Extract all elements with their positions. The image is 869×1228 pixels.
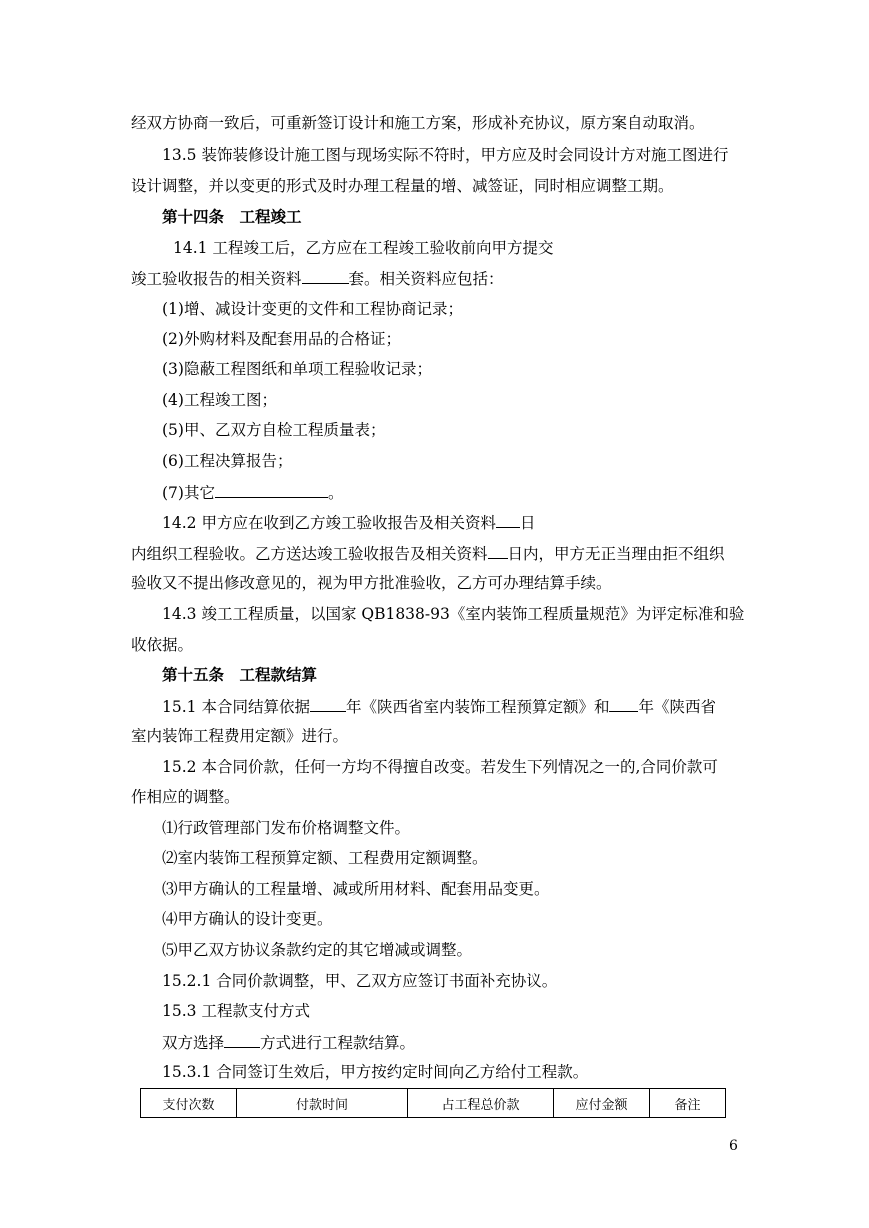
column-header: 占工程总价款 xyxy=(408,1089,554,1118)
column-header: 支付次数 xyxy=(141,1089,237,1118)
text-segment: 双方选择 xyxy=(162,1034,225,1052)
paragraph-line: 作相应的调整。 xyxy=(131,788,240,806)
fill-blank xyxy=(496,512,520,528)
text-segment: 日 xyxy=(519,514,536,532)
fill-blank xyxy=(609,696,638,712)
clause-14-1: 14.1 工程竣工后，乙方应在工程竣工验收前向甲方提交 xyxy=(173,239,554,257)
clause-15-3: 15.3 工程款支付方式 xyxy=(162,1002,310,1020)
clause-14-3: 14.3 竣工工程质量，以国家 QB1838-93《室内装饰工程质量规范》为评定标准和验 xyxy=(162,605,745,623)
list-item: ⑸甲乙双方协议条款约定的其它增减或调整。 xyxy=(162,941,473,959)
paragraph-line: 室内装饰工程费用定额》进行。 xyxy=(131,727,349,745)
paragraph-line: 验收又不提出修改意见的，视为甲方批准验收，乙方可办理结算手续。 xyxy=(131,574,612,592)
list-item: ⑶甲方确认的工程量增、减或所用材料、配套用品变更。 xyxy=(162,880,550,898)
list-item: (3)隐蔽工程图纸和单项工程验收记录； xyxy=(162,360,432,378)
article-15-heading: 第十五条 工程款结算 xyxy=(162,665,318,684)
list-item: (2)外购材料及配套用品的合格证； xyxy=(162,330,401,348)
clause-15-2: 15.2 本合同价款，任何一方均不得擅自改变。若发生下列情况之一的,合同价款可 xyxy=(162,758,718,776)
column-header: 应付金额 xyxy=(554,1089,650,1118)
fill-blank xyxy=(302,268,349,284)
text-segment: 年《陕西省室内装饰工程预算定额》和 xyxy=(345,698,610,716)
list-item: (1)增、减设计变更的文件和工程协商记录； xyxy=(162,300,463,318)
list-item xyxy=(162,482,343,503)
paragraph-line: 经双方协商一致后，可重新签订设计和施工方案，形成补充协议，原方案自动取消。 xyxy=(131,114,705,132)
list-item: (5)甲、乙双方自检工程质量表； xyxy=(162,421,386,439)
list-item: ⑷甲方确认的设计变更。 xyxy=(162,910,333,928)
text-segment: 内组织工程验收。乙方送达竣工验收报告及相关资料 xyxy=(131,545,488,563)
fill-blank xyxy=(224,1032,260,1048)
fill-blank xyxy=(215,482,328,498)
text-segment: 套。相关资料应包括： xyxy=(348,270,504,288)
payment-schedule-table xyxy=(140,1088,726,1118)
fill-blank xyxy=(310,696,346,712)
clause-15-1 xyxy=(162,696,716,717)
paragraph-line xyxy=(131,268,504,289)
paragraph-line: 收依据。 xyxy=(131,636,194,654)
column-header: 备注 xyxy=(650,1089,726,1118)
text-segment: 竣工验收报告的相关资料 xyxy=(131,270,302,288)
text-segment: 。 xyxy=(327,484,344,502)
clause-15-2-1: 15.2.1 合同价款调整，甲、乙双方应签订书面补充协议。 xyxy=(162,972,558,990)
list-item: (6)工程决算报告； xyxy=(162,452,293,470)
list-item: ⑴行政管理部门发布价格调整文件。 xyxy=(162,819,411,837)
paragraph-line xyxy=(162,1032,415,1053)
page-number: 6 xyxy=(729,1138,738,1154)
list-item: (4)工程竣工图； xyxy=(162,391,277,409)
list-item: ⑵室内装饰工程预算定额、工程费用定额调整。 xyxy=(162,849,488,867)
table-header-row xyxy=(141,1089,726,1118)
clause-15-3-1: 15.3.1 合同签订生效后，甲方按约定时间向乙方给付工程款。 xyxy=(162,1063,589,1081)
text-segment: 年《陕西省 xyxy=(638,698,716,716)
text-segment: 方式进行工程款结算。 xyxy=(260,1034,416,1052)
text-segment: 14.2 甲方应在收到乙方竣工验收报告及相关资料 xyxy=(162,514,496,532)
text-segment: (7)其它 xyxy=(162,484,215,502)
column-header: 付款时间 xyxy=(237,1089,408,1118)
text-segment: 日内，甲方无正当理由拒不组织 xyxy=(507,545,725,563)
article-14-heading: 第十四条 工程竣工 xyxy=(162,207,302,226)
paragraph-line xyxy=(131,543,725,564)
text-segment: 15.1 本合同结算依据 xyxy=(162,698,310,716)
clause-14-2 xyxy=(162,512,535,533)
paragraph-line: 设计调整，并以变更的形式及时办理工程量的增、减签证，同时相应调整工期。 xyxy=(131,177,674,195)
fill-blank xyxy=(488,543,508,559)
clause-13-5: 13.5 装饰装修设计施工图与现场实际不符时，甲方应及时会同设计方对施工图进行 xyxy=(162,146,729,164)
